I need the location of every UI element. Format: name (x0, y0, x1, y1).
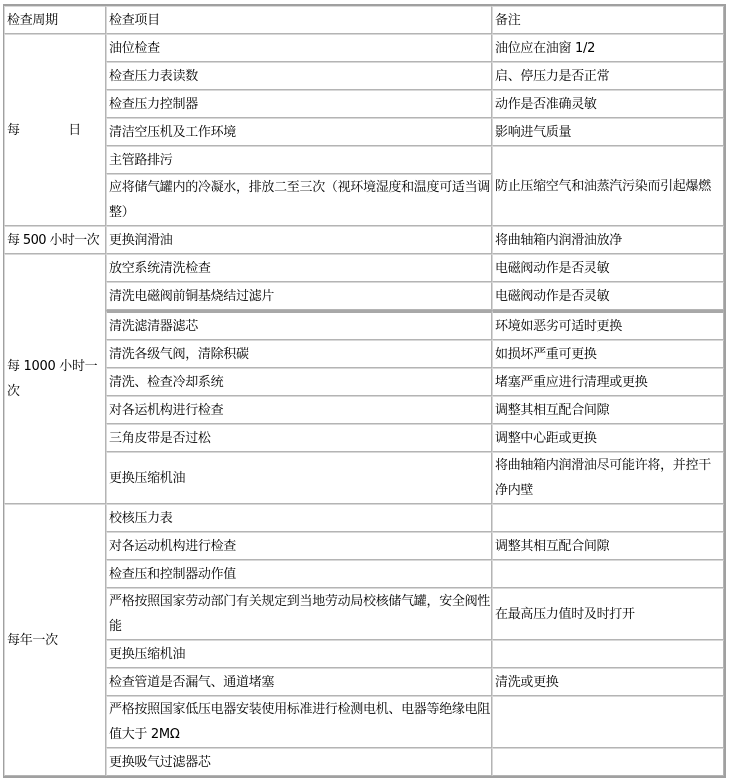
table-header-row (4, 6, 724, 34)
item-cell: 检查压和控制器动作值 (106, 560, 492, 588)
note-cell: 动作是否准确灵敏 (492, 90, 724, 118)
table-row (4, 282, 724, 310)
item-cell: 更换吸气过滤器芯 (106, 748, 492, 776)
note-cell (492, 748, 724, 776)
item-cell: 更换润滑油 (106, 226, 492, 254)
note-cell: 调整其相互配合间隙 (492, 396, 724, 424)
item-cell: 更换压缩机油 (106, 640, 492, 668)
item-cell: 油位检查 (106, 34, 492, 62)
table-row (4, 254, 724, 282)
table-row (4, 504, 724, 532)
header-item: 检查项目 (106, 6, 492, 34)
note-cell: 在最高压力值时及时打开 (492, 588, 724, 640)
item-cell: 清洗滤清器滤芯 (106, 310, 492, 340)
note-cell: 环境如恶劣可适时更换 (492, 310, 724, 340)
table-row (4, 668, 724, 696)
item-cell: 应将储气罐内的冷凝水，排放二至三次（视环境湿度和温度可适当调整） (106, 174, 492, 226)
period-daily-part-2: 日 (68, 122, 81, 138)
item-cell: 校核压力表 (106, 504, 492, 532)
maintenance-schedule-table (3, 4, 726, 778)
table-row (4, 340, 724, 368)
item-cell: 清洗、检查冷却系统 (106, 368, 492, 396)
table-row (4, 560, 724, 588)
table-row (4, 310, 724, 340)
item-cell: 检查压力表读数 (106, 62, 492, 90)
note-cell: 堵塞严重应进行清理或更换 (492, 368, 724, 396)
note-cell (492, 504, 724, 532)
item-cell: 更换压缩机油 (106, 452, 492, 504)
note-cell (492, 640, 724, 668)
table-row (4, 118, 724, 146)
item-cell: 清洗各级气阀，清除积碳 (106, 340, 492, 368)
note-cell: 如损坏严重可更换 (492, 340, 724, 368)
table-row (4, 368, 724, 396)
item-cell: 严格按照国家劳动部门有关规定到当地劳动局校核储气罐，安全阀性能 (106, 588, 492, 640)
item-cell: 对各运动机构进行检查 (106, 532, 492, 560)
note-cell (492, 696, 724, 748)
table-row (4, 452, 724, 504)
item-cell: 检查压力控制器 (106, 90, 492, 118)
item-cell: 主管路排污 (106, 146, 492, 174)
table-row (4, 532, 724, 560)
table-row (4, 146, 724, 174)
note-cell: 调整其相互配合间隙 (492, 532, 724, 560)
table-row (4, 640, 724, 668)
note-cell: 油位应在油窗 1/2 (492, 34, 724, 62)
table-row (4, 34, 724, 62)
note-cell: 将曲轴箱内润滑油尽可能许将，并控干净内壁 (492, 452, 724, 504)
note-cell: 清洗或更换 (492, 668, 724, 696)
item-cell: 严格按照国家低压电器安装使用标准进行检测电机、电器等绝缘电阻值大于 2MΩ (106, 696, 492, 748)
header-note: 备注 (492, 6, 724, 34)
table-row (4, 62, 724, 90)
note-cell: 调整中心距或更换 (492, 424, 724, 452)
note-cell: 电磁阀动作是否灵敏 (492, 282, 724, 310)
note-cell: 将曲轴箱内润滑油放净 (492, 226, 724, 254)
table-row (4, 588, 724, 640)
period-daily (4, 34, 106, 226)
period-1000h: 每 1000 小时一次 (4, 254, 106, 504)
note-cell: 启、停压力是否正常 (492, 62, 724, 90)
item-cell: 清洁空压机及工作环境 (106, 118, 492, 146)
note-cell (492, 560, 724, 588)
period-500h: 每 500 小时一次 (4, 226, 106, 254)
table-row (4, 748, 724, 776)
item-cell: 三角皮带是否过松 (106, 424, 492, 452)
table-row (4, 90, 724, 118)
table-row (4, 424, 724, 452)
table-row (4, 696, 724, 748)
note-cell: 防止压缩空气和油蒸汽污染而引起爆燃 (492, 146, 724, 226)
item-cell: 对各运机构进行检查 (106, 396, 492, 424)
note-cell: 电磁阀动作是否灵敏 (492, 254, 724, 282)
period-daily-part-1: 每 (7, 122, 20, 138)
item-cell: 检查管道是否漏气、通道堵塞 (106, 668, 492, 696)
item-cell: 清洗电磁阀前铜基烧结过滤片 (106, 282, 492, 310)
note-cell: 影响进气质量 (492, 118, 724, 146)
period-yearly: 每年一次 (4, 504, 106, 776)
item-cell: 放空系统清洗检查 (106, 254, 492, 282)
table-row (4, 226, 724, 254)
table-row (4, 396, 724, 424)
header-period: 检查周期 (4, 6, 106, 34)
